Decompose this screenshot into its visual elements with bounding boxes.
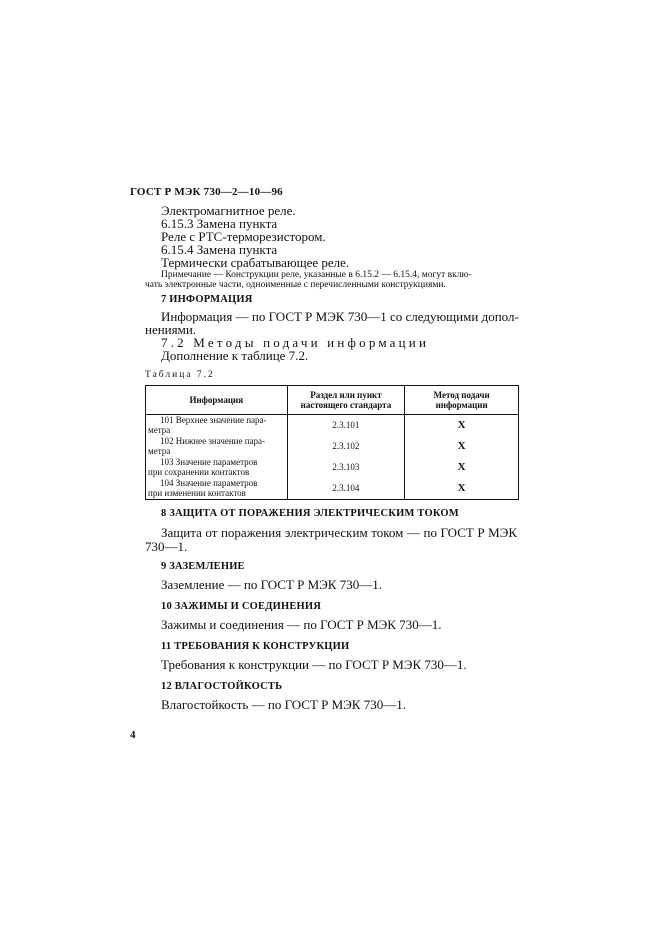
section-9-heading: 9 ЗАЗЕМЛЕНИЕ: [161, 561, 245, 572]
section-12-heading: 12 ВЛАГОСТОЙКОСТЬ: [161, 681, 283, 692]
cell-section: 2.3.101: [287, 415, 405, 437]
section-7-text-line-1: Информация — по ГОСТ Р МЭК 730—1 со следующими допол-: [161, 309, 519, 324]
section-8-heading: 8 ЗАЩИТА ОТ ПОРАЖЕНИЯ ЭЛЕКТРИЧЕСКИМ ТОКОМ: [161, 508, 459, 519]
section-12-text: Влагостойкость — по ГОСТ Р МЭК 730—1.: [161, 697, 406, 712]
subsection-7-2-text: Дополнение к таблице 7.2.: [161, 348, 309, 363]
column-header-method: Метод подачи информации: [405, 386, 519, 415]
text-line: Термически срабатывающее реле.: [161, 255, 350, 270]
column-header-info: Информация: [146, 386, 288, 415]
table-row: [146, 478, 519, 500]
cell-method: X: [405, 415, 519, 437]
clause-6-15-3: 6.15.3 Замена пункта: [161, 216, 278, 231]
page-number: 4: [130, 729, 136, 741]
section-11-heading: 11 ТРЕБОВАНИЯ К КОНСТРУКЦИИ: [161, 641, 350, 652]
table-row: [146, 457, 519, 478]
cell-section: 2.3.102: [287, 436, 405, 457]
section-9-text: Заземление — по ГОСТ Р МЭК 730—1.: [161, 577, 382, 592]
cell-info: 102 Нижнее значение пара- метра: [146, 436, 288, 457]
cell-method: X: [405, 457, 519, 478]
document-code-header: ГОСТ Р МЭК 730—2—10—96: [130, 186, 283, 198]
cell-info: 103 Значение параметров при сохранении контактов: [146, 457, 288, 478]
note-line-2: чать электронные части, одноименные с перечисленными конструкциями.: [145, 280, 446, 290]
section-10-text: Зажимы и соединения — по ГОСТ Р МЭК 730—1.: [161, 617, 442, 632]
note-line-1: Примечание — Конструкции реле, указанные в 6.15.2 — 6.15.4, могут вклю-: [161, 270, 472, 280]
cell-section: 2.3.104: [287, 478, 405, 500]
table-row: [146, 436, 519, 457]
section-7-text-line-2: нениями.: [145, 322, 197, 337]
column-header-section: Раздел или пункт настоящего стандарта: [287, 386, 405, 415]
info-table: [145, 385, 519, 500]
cell-section: 2.3.103: [287, 457, 405, 478]
text-line: Электромагнитное реле.: [161, 203, 296, 218]
cell-info: 101 Верхнее значение пара- метра: [146, 415, 288, 437]
section-8-text-line-1: Защита от поражения электрическим током — по ГОСТ Р МЭК: [161, 525, 517, 540]
text-line: Реле с РТС-терморезистором.: [161, 229, 326, 244]
section-10-heading: 10 ЗАЖИМЫ И СОЕДИНЕНИЯ: [161, 601, 322, 612]
cell-method: X: [405, 478, 519, 500]
table-row: [146, 415, 519, 437]
clause-6-15-4: 6.15.4 Замена пункта: [161, 242, 278, 257]
table-caption: Таблица 7.2: [145, 370, 215, 380]
cell-method: X: [405, 436, 519, 457]
section-11-text: Требования к конструкции — по ГОСТ Р МЭК 730—1.: [161, 657, 467, 672]
section-8-text-line-2: 730—1.: [145, 539, 188, 554]
section-7-heading: 7 ИНФОРМАЦИЯ: [161, 294, 253, 305]
cell-info: 104 Значение параметров при изменении контактов: [146, 478, 288, 500]
subsection-7-2-heading: 7.2 Методы подачи информации: [161, 335, 430, 350]
